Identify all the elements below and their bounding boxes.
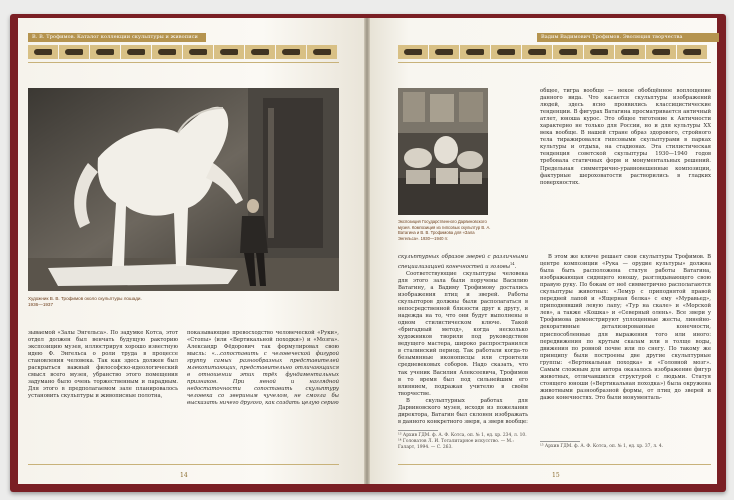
right-top-text-column	[540, 88, 711, 254]
left-header-rule	[28, 62, 339, 63]
right-col1-paragraph-2: В скульптурных работах для Дарвиновского музея, исходя из пожелания директора, Ватагин был склонен изображать в данного конкретного зверя, а зверя вообще:	[398, 397, 528, 425]
horse-photo-caption	[28, 296, 228, 308]
right-tiger-frieze	[398, 45, 707, 59]
right-footer-rule	[398, 464, 711, 465]
right-col1-footnotes	[398, 433, 528, 451]
left-col1-paragraph: зываемой «Залы Энгельса». По задумке Котса, этот отдел должен был венчать будущую ракторию экспозицию музея, иллюстрируя хорошо известную идею Ф. Энгельса о роли труда в процессе становления человека. Так как здесь должен был раскрыться важный философско-идеологический смысл всего музея, убранство этого помещения задумано было очень торжественным и парадным. Для этого в предполагаемом зале планировалось установить скульптуры и живописные полотна,	[28, 330, 178, 400]
left-text-column-1	[28, 330, 178, 455]
footnote-13: ¹³ Архив ГДМ. ф. А. Ф. Котса, оп. № 1, ед. хр. 234, л. 10.	[398, 433, 527, 438]
footnote-15: ¹⁵ Архив ГДМ. ф. А. Ф. Котса, оп. № 1, ед. хр. 37, л. 4.	[540, 444, 664, 449]
right-col1-footnote-rule	[398, 430, 438, 431]
right-text-column-2	[540, 254, 711, 434]
right-col2-paragraph: В этом же ключе решает свои скульптуры Трофимов. В центре композиции «Рука — орудие культуры» должна была быть расположена статуя работы Ватагина, изображающая сидящего юношу, разглядывающего свою правую руку. По бокам от неё симметрично располагаются скульптуры животных: «Лемур с приподнятой правой передней лапой и «Ящерная белка» с ему «Муравьед», приподнявший левую лапу; «Тур на скале» и «Морской лев», а также «Кошка» и «Северный олень». Все звери у Трофимова демонстрируют уплощенные жесты, линейно-декоративные детализированные конечности, приспособленные для выражения того или иного: передвижения по крутым скалам или в толще воды, движения по ровной почве или по снегу. По такому же принципу были построены две другие скульптурные группы: «Вертикальная походка» и «Головной мозг». Самым сложным для автора оказалось изображение фигур животных, отличавшихся структурой с людьми. Статуя стоящего юноши («Вертикальная походка») была окружена животными разнообразной формы, от птиц до зверей и даже конечностях. Это были монументаль-	[540, 254, 711, 401]
left-page-number: 14	[180, 472, 188, 479]
book-gutter	[364, 18, 370, 484]
horse-sculpture-photo	[28, 88, 339, 291]
left-text-column-2	[187, 330, 339, 455]
museum-exposition-photo	[398, 88, 488, 215]
footnote-ref-14: 14	[510, 262, 515, 267]
left-running-head: В. В. Трофимов. Каталог коллекции скульптуры и живописи	[28, 33, 206, 42]
footnote-14: ¹⁴ Головатов Л. И. Тоталитарное искусство. — М.: Галарт, 1994. — С. 263.	[398, 439, 514, 450]
caption-line-1: Художник В. В. Трофимов около скульптуры лошади.	[28, 296, 142, 301]
right-running-head: Вадим Вадимович Трофимов. Эволюция творчества	[537, 33, 719, 42]
right-col1-italic: скульптурных образов зверей с различными специализацией конечностей и головы	[398, 254, 528, 270]
caption-line-2: 1936—1937	[28, 302, 54, 307]
museum-photo-caption: Экспозиция Государственного Дарвиновского музея. Композиция из гипсовых скульптур В. А. Ватагина и В. В. Трофимова для «Зала Энгельса». 1930—1940 гг.	[398, 219, 491, 241]
right-top-paragraph: общее, тигра вообще — некое обобщённое воплощение данного вида. Что касается скульптуры изображений людей, здесь ясно проявились классицистические тенденции. В фигурах Ватагина просматривается античный атлет, юноша курос. Это общее тяготение к Античности характерно не только для России, но и для культуры XX века вообще. В нашей стране образ здорового, стройного тела тиражировался гипсовыми скульптурами в парках культуры и отдыха, на стадионах. Эта стилистическая тенденция советской скульптуры 1930—1940 годов требовала статичных форм и монументальных решений. Предельная симметрично-уравновешенные композиции, фактурные шероховатости растворились в гладких поверхностях.	[540, 88, 711, 186]
left-col2-italic: …сопоставить с человеческой фигурой группу самых разнообразных представителей млекопитающих, представительно отличающихся в отношении этих трёх фундаментальных признаков. При явной и наглядной недостаточности сопоставить скульптуру человека со звериным чучелом, не смогла бы высказать ничего другого, как создать целую серию	[187, 351, 339, 407]
left-tiger-frieze	[28, 45, 337, 59]
right-page-number: 15	[552, 472, 560, 479]
right-col2-footnote-rule	[540, 441, 580, 442]
right-col1-paragraph-1: Соответствующие скульптуры человека для этого зала были поручены Василию Ватагину, а Вадиму Трофимову достались изображения птиц и зверей. Работы скульпторов должны были располагаться в непосредственной близости друг к другу, и надежда на то, что они будут выполнены в одном стилистическом ключе. Такой «бригадный метод», когда несколько художников творили под руководством ведущего мастера, широко распространился в сталинский период. Так работали когда-то безымянные иконописцы или строители средневековых соборов. Надо сказать, что так ученик Василия Алексеевича, Трофимов в то время был под сильнейшим его влиянием, подражая учителю в своём творчестве.	[398, 270, 528, 397]
right-header-rule	[398, 62, 711, 63]
right-text-column-1: скульптурных образов зверей с различными специализацией конечностей и головы$^{14}$. Соответствующие скульптуры человека для этого зала были поручены Василию Ватагину, а Вадиму Трофимову достались изображения птиц и зверей. Работы скульпторов должны были располагаться в непосредственной близости друг к другу, и надежда на то, что они будут выполнены в одном стилистическом ключе. Такой «бригадный метод», когда несколько художников творили под руководством ведущего мастера, широко распространился в сталинский период. Так работали когда-то безымянные иконописцы или строители средневековых соборов. Надо сказать, что так ученик Василия Алексеевича, Трофимов в то время был под сильнейшим его влиянием, подражая учителю в своём творчестве. В скульптурных работах для Дарвиновского музея, исходя из пожелания директора, Ватагин был склонен изображать в данного конкретного зверя, а зверя вообще:	[398, 254, 528, 425]
left-footer-rule	[28, 464, 339, 465]
left-col2-regular: показывающие превосходство человеческой «Руки», «Стопы» (или «Вертикальной походки») и «Мозга». Александр Фёдорович так формулировал свою мысль: «	[187, 330, 339, 358]
